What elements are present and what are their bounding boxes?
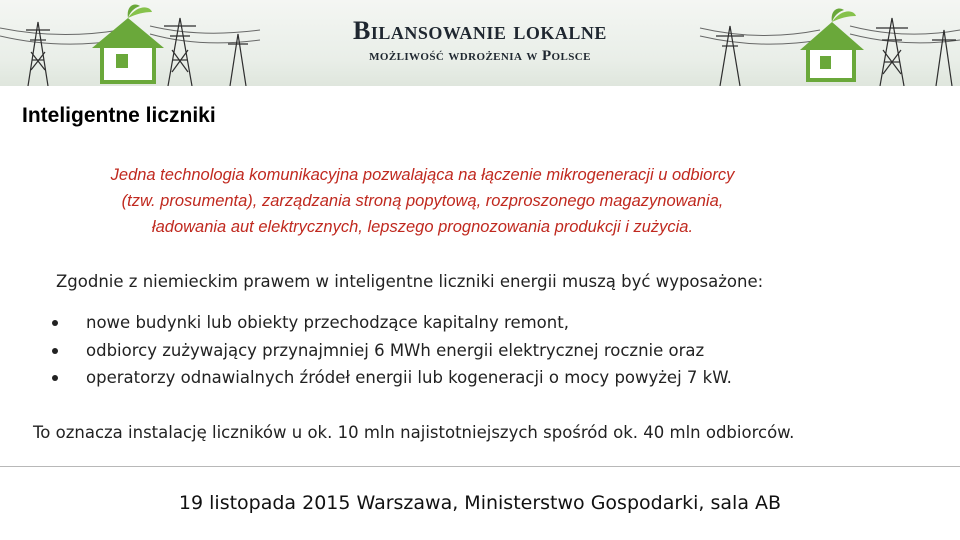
brand-block <box>330 16 630 66</box>
intro-line: ładowania aut elektrycznych, lepszego prognozowania produkcji i zużycia. <box>151 218 694 236</box>
list-item <box>50 337 732 365</box>
footer-divider <box>0 466 960 467</box>
bullet-icon <box>52 348 58 354</box>
brand-title: Bilansowanie lokalne <box>353 16 607 45</box>
list-item <box>50 309 732 337</box>
brand-subtitle: możliwość wdrożenia w Polsce <box>369 48 591 64</box>
intro-line: (tzw. prosumenta), zarządzania stroną popytową, rozproszonego magazynowania, <box>121 192 724 210</box>
law-statement: Zgodnie z niemieckim prawem w inteligentne liczniki energii muszą być wyposażone: <box>56 272 764 291</box>
slide-title: Inteligentne liczniki <box>22 104 216 127</box>
footer-text: 19 listopada 2015 Warszawa, Ministerstwo Gospodarki, sala AB <box>178 492 782 514</box>
green-house-icon <box>800 9 864 81</box>
list-item-text: nowe budynki lub obiekty przechodzące kapitalny remont, <box>86 313 569 332</box>
green-house-icon <box>92 5 164 83</box>
summary-text: To oznacza instalację liczników u ok. 10 mln najistotniejszych spośród ok. 40 mln odbiorców. <box>33 423 795 442</box>
bullet-icon <box>52 375 58 381</box>
requirements-list <box>50 309 732 392</box>
header-banner <box>0 0 960 86</box>
list-item-text: odbiorcy zużywający przynajmniej 6 MWh energii elektrycznej rocznie oraz <box>86 340 705 360</box>
list-item-text: operatorzy odnawialnych źródeł energii lub kogeneracji o mocy powyżej 7 kW. <box>86 368 732 387</box>
intro-paragraph <box>40 162 805 240</box>
intro-line: Jedna technologia komunikacyjna pozwalająca na łączenie mikrogeneracji u odbiorcy <box>110 166 735 184</box>
list-item <box>50 364 732 392</box>
bullet-icon <box>52 320 58 326</box>
